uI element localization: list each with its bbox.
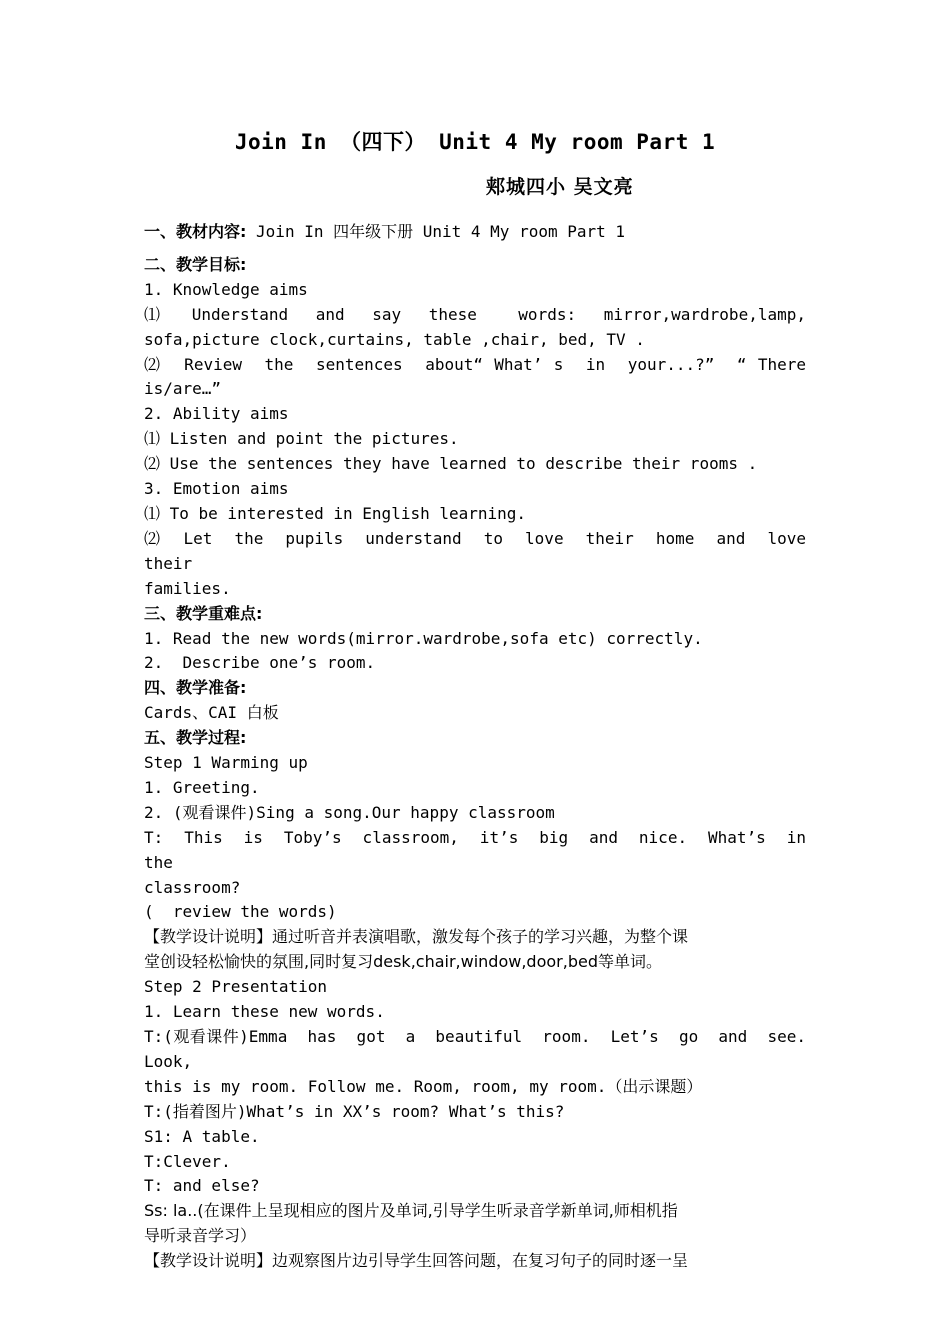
author-line: 郏城四小 吴文亮 [486,176,634,198]
objective-line: families. [144,578,231,598]
document-title: Join In （四下） Unit 4 My room Part 1 [234,130,716,154]
objective-line: 2. Ability aims [144,404,289,424]
procedure-line: T: and else? [144,1176,260,1196]
procedure-line: T:(观看课件)Emma has got a beautiful room. Let’s go and see. Look, [144,1027,826,1071]
procedure-line: T:(指着图片)What’s in XX’s room? What’s this? [144,1101,565,1121]
section-materials-value: Join In 四年级下册 Unit 4 My room Part 1 [246,222,626,241]
objective-line: ⑵ Use the sentences they have learned to describe their rooms . [144,454,758,474]
procedure-line: Step 2 Presentation [144,977,328,997]
procedure-line: ( review the words) [144,902,337,922]
section-key-points-heading: 三、教学重难点: [144,603,263,623]
design-note-line: 【教学设计说明】边观察图片边引导学生回答问题，在复习句子的同时逐一呈 [144,1251,689,1271]
objective-line: sofa,picture clock,curtains, table ,chair, bed, TV . [144,329,645,349]
objective-line: is/are…” [144,379,222,399]
preparation-line: Cards、CAI 白板 [144,703,279,723]
procedure-line: classroom? [144,877,241,897]
objective-line: ⑴ Listen and point the pictures. [144,429,459,449]
procedure-line: Step 1 Warming up [144,753,308,773]
procedure-line: this is my room. Follow me. Room, room, my room.（出示课题） [144,1076,703,1096]
section-procedure-heading: 五、教学过程: [144,728,247,748]
section-preparation-heading: 四、教学准备: [144,678,247,698]
key-point-line: 2. Describe one’s room. [144,653,376,673]
section-materials-label: 一、教材内容: [144,222,247,241]
key-point-line: 1. Read the new words(mirror.wardrobe,sofa etc) correctly. [144,628,703,648]
objective-line: 3. Emotion aims [144,479,289,499]
procedure-line: 导听录音学习） [144,1226,257,1246]
objective-line: ⑴ To be interested in English learning. [144,503,527,523]
objective-line: ⑴ Understand and say these words: mirror,wardrobe,lamp, [144,304,806,324]
objective-line: 1. Knowledge aims [144,279,308,299]
design-note-line: 堂创设轻松愉快的氛围,同时复习desk,chair,window,door,bed等单词。 [144,952,662,972]
objective-line: ⑵ Let the pupils understand to love their home and love their [144,528,826,573]
section-materials [144,220,806,245]
section-objectives-heading: 二、教学目标: [144,254,247,274]
document-page [144,122,826,1274]
procedure-line: T:Clever. [144,1151,231,1171]
objective-line: ⑵ Review the sentences about“ What’ s in your...?” “ There [144,354,806,374]
procedure-line: T: This is Toby’s classroom, it’s big and nice. What’s in the [144,827,826,872]
procedure-line: S1: A table. [144,1126,260,1146]
procedure-line: 2. (观看课件)Sing a song.Our happy classroom [144,802,555,822]
procedure-line: Ss: la..(在课件上呈现相应的图片及单词,引导学生听录音学新单词,师相机指 [144,1201,678,1221]
procedure-line: 1. Learn these new words. [144,1002,385,1022]
procedure-line: 1. Greeting. [144,777,260,797]
design-note-line: 【教学设计说明】通过听音并表演唱歌，激发每个孩子的学习兴趣，为整个课 [144,927,689,947]
